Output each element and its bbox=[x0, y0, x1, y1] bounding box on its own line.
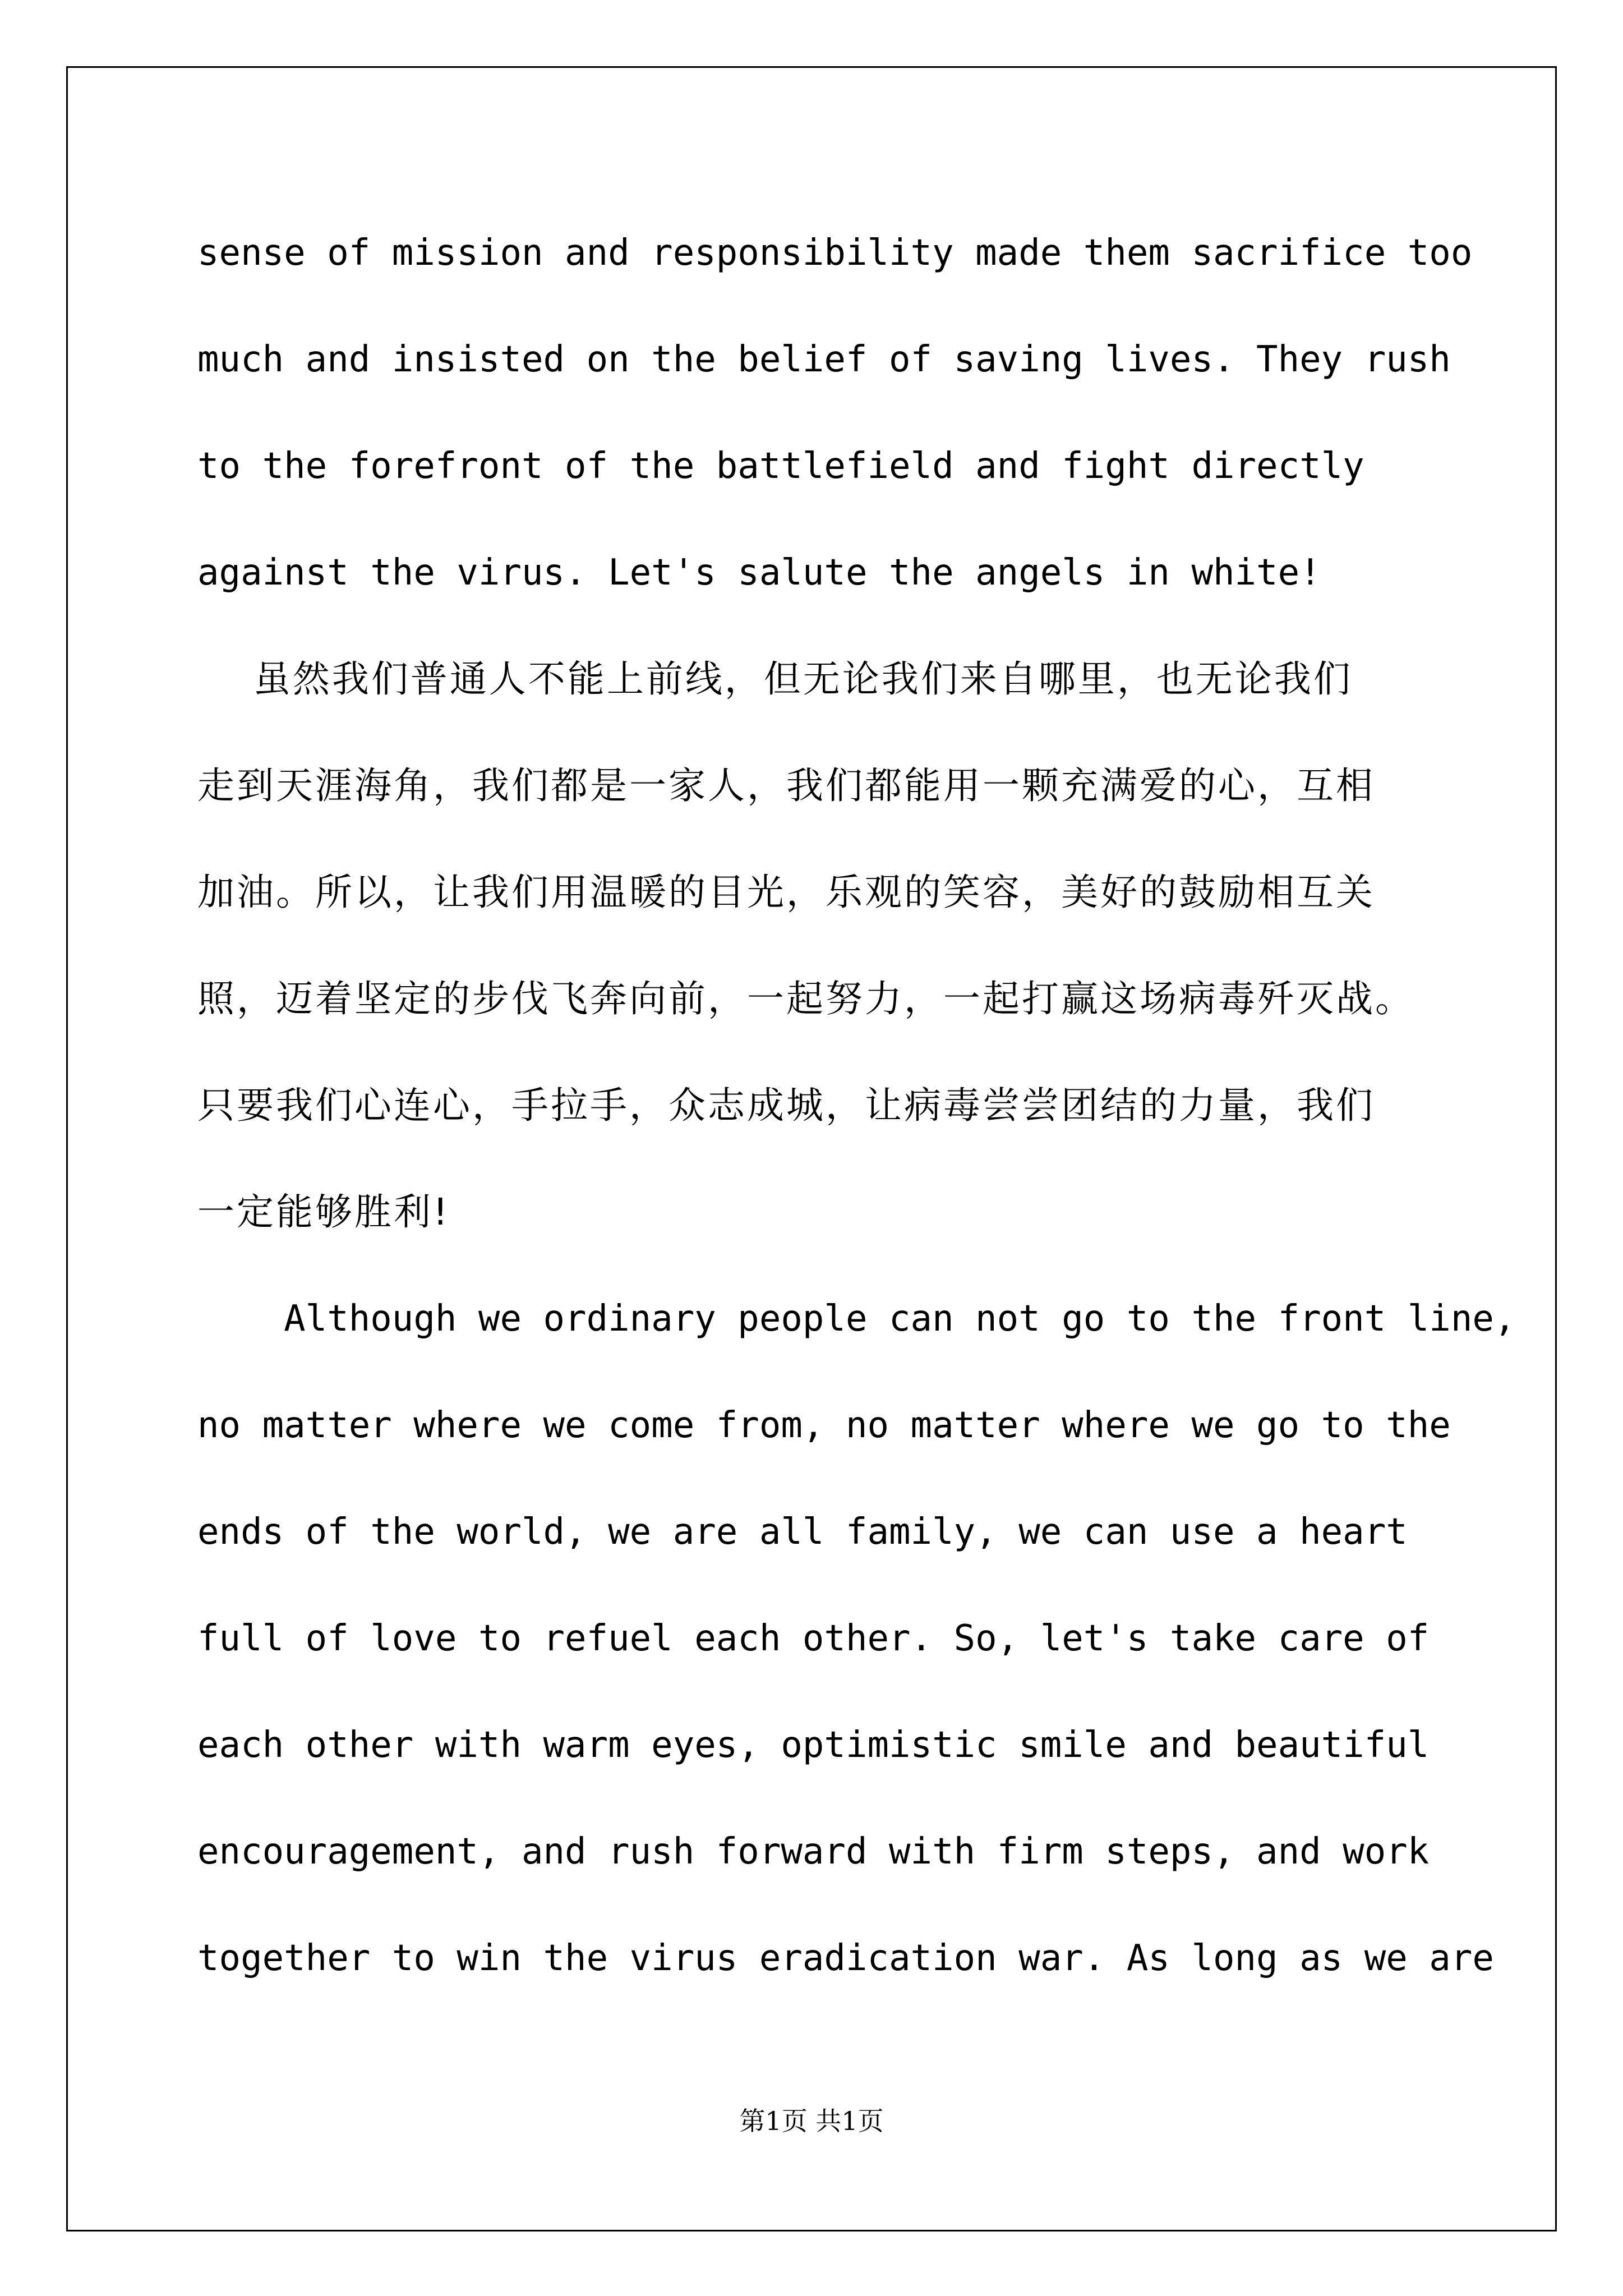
text-line: to the forefront of the battlefield and fight directly bbox=[197, 445, 1364, 487]
page-number-footer: 第1页 共1页 bbox=[739, 2106, 884, 2136]
text-line: 虽然我们普通人不能上前线，但无论我们来自哪里，也无论我们 bbox=[197, 657, 1353, 701]
text-line: 走到天涯海角，我们都是一家人，我们都能用一颗充满爱的心，互相 bbox=[197, 764, 1375, 807]
text-line: together to win the virus eradication war. As long as we are bbox=[197, 1938, 1494, 1979]
text-line: 照，迈着坚定的步伐飞奔向前，一起努力，一起打赢这场病毒歼灭战。 bbox=[197, 977, 1414, 1020]
text-line: 加油。所以，让我们用温暖的目光，乐观的笑容，美好的鼓励相互关 bbox=[197, 871, 1375, 914]
text-line: Although we ordinary people can not go to the front line, bbox=[197, 1298, 1516, 1340]
text-line: 只要我们心连心，手拉手，众志成城，让病毒尝尝团结的力量，我们 bbox=[197, 1084, 1375, 1127]
text-line: ends of the world, we are all family, we can use a heart bbox=[197, 1511, 1408, 1553]
text-line: full of love to refuel each other. So, let's take care of bbox=[197, 1618, 1430, 1659]
document-body bbox=[197, 219, 1516, 2031]
text-line: against the virus. Let's salute the angels in white! bbox=[197, 552, 1321, 593]
text-line: each other with warm eyes, optimistic smile and beautiful bbox=[197, 1724, 1430, 1766]
text-line: no matter where we come from, no matter where we go to the bbox=[197, 1405, 1451, 1446]
text-line: sense of mission and responsibility made them sacrifice too bbox=[197, 232, 1473, 274]
text-line: much and insisted on the belief of saving lives. They rush bbox=[197, 339, 1451, 380]
text-line: 一定能够胜利! bbox=[197, 1190, 450, 1234]
text-line: encouragement, and rush forward with firm steps, and work bbox=[197, 1831, 1430, 1872]
